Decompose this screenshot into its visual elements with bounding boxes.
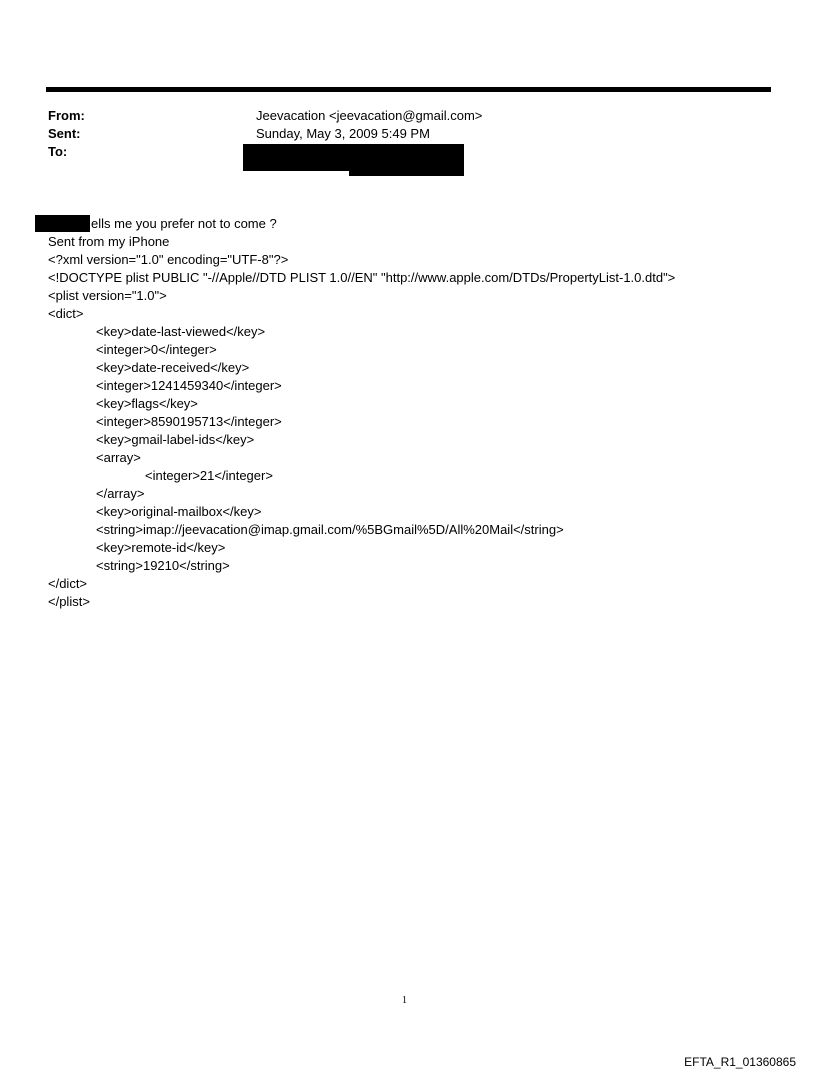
message-line: </dict> [48,576,88,591]
message-line: <integer>21</integer> [145,468,273,483]
message-line: <dict> [48,306,84,321]
message-line: <plist version="1.0"> [48,288,167,303]
message-line: Sent from my iPhone [48,234,170,249]
message-line: </plist> [48,594,90,609]
sent-value: Sunday, May 3, 2009 5:49 PM [256,126,430,141]
header-rule [46,87,771,92]
sent-label: Sent: [48,126,81,141]
message-line: <array> [96,450,141,465]
message-line: <string>imap://jeevacation@imap.gmail.com/%5BGmail%5D/All%20Mail</string> [96,522,564,537]
message-line: </array> [96,486,145,501]
message-line: <integer>1241459340</integer> [96,378,282,393]
message-line: <key>gmail-label-ids</key> [96,432,255,447]
message-first-line: ells me you prefer not to come ? [91,216,277,231]
message-line: <key>flags</key> [96,396,198,411]
message-line: <string>19210</string> [96,558,230,573]
from-label: From: [48,108,85,123]
message-line: <key>remote-id</key> [96,540,226,555]
message-line: <?xml version="1.0" encoding="UTF-8"?> [48,252,289,267]
to-redaction-left [243,144,349,171]
message-line: <key>date-last-viewed</key> [96,324,266,339]
message-line: <key>original-mailbox</key> [96,504,262,519]
page-number: 1 [402,995,407,1006]
to-redaction-right [349,144,464,176]
to-label: To: [48,144,68,159]
message-line: <integer>0</integer> [96,342,217,357]
document-id: EFTA_R1_01360865 [684,1055,796,1069]
from-value: Jeevacation <jeevacation@gmail.com> [256,108,483,123]
message-line: <!DOCTYPE plist PUBLIC "-//Apple//DTD PLIST 1.0//EN" "http://www.apple.com/DTDs/PropertyList-1.0.dtd"> [48,270,676,285]
message-line: <key>date-received</key> [96,360,250,375]
sender-name-redaction [35,215,90,232]
message-line: <integer>8590195713</integer> [96,414,282,429]
